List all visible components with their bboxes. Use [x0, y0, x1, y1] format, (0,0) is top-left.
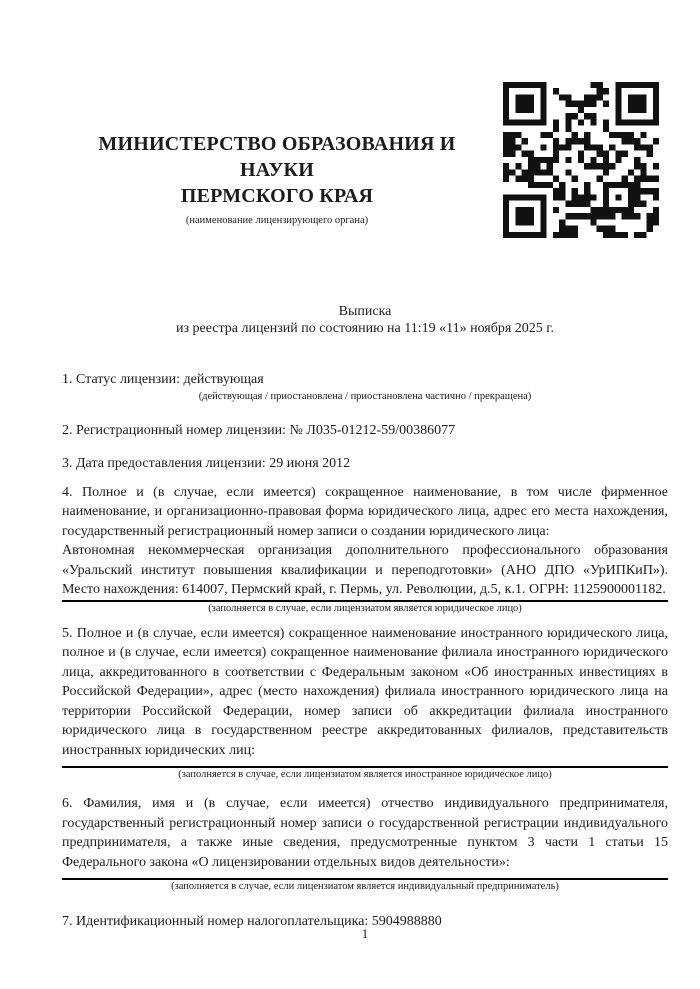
ministry-name-line2: ПЕРМСКОГО КРАЯ — [180, 185, 374, 207]
item-license-grant-date — [62, 454, 668, 474]
qr-code — [503, 82, 659, 238]
taxpayer-id-text: 7. Идентификационный номер налогоплательщика: 5904988880 — [62, 914, 442, 929]
title-line2: из реестра лицензий по состоянию на 11:19 «11» ноября 2025 г. — [176, 321, 554, 336]
item-license-status — [62, 370, 668, 403]
item-individual-entrepreneur-details — [62, 794, 668, 893]
license-grant-date-text: 3. Дата предоставления лицензии: 29 июня 2012 — [62, 456, 351, 471]
legal-entity-answer: Автономная некоммерческая организация дополнительного профессионального образования «Уральский институт повышения квалификации и переподготовки» (АНО ДПО «УрИПКиП»). Место нахождения: 614007, Пермский край, г. Пермь, ул. Революции, д.5, к.1. ОГРН: 1125900001182. — [62, 543, 668, 597]
qr-code-image — [503, 82, 659, 238]
foreign-entity-note: (заполняется в случае, если лицензиатом является иностранное юридическое лицо) — [178, 769, 552, 780]
legal-entity-question: 4. Полное и (в случае, если имеется) сокращенное наименование, в том числе фирменное наименование, и организационно-правовая форма юридического лица, адрес его места нахождения, государственный регистрационный номер записи о создании юридического лица: — [62, 484, 668, 539]
licensing-authority-header — [62, 131, 492, 227]
registration-number-text: 2. Регистрационный номер лицензии: № Л035-01212-59/00386077 — [62, 422, 456, 438]
document-body — [62, 303, 668, 932]
item-registration-number — [62, 421, 668, 441]
ministry-name-line1: МИНИСТЕРСТВО ОБРАЗОВАНИЯ И НАУКИ — [98, 133, 456, 181]
item-legal-entity-details — [62, 483, 668, 615]
legal-entity-note: (заполняется в случае, если лицензиатом является юридическое лицо) — [208, 602, 522, 614]
individual-entrepreneur-question: 6. Фамилия, имя и (в случае, если имеется) отчество индивидуального предпринимателя, государственный регистрационный номер записи о государственной регистрации индивидуального предпринимателя, а также иные сведения, предусмотренные пунктом 3 части 1 статьи 15 Федерального закона «О лицензировании отдельных видов деятельности»: — [62, 796, 668, 870]
individual-entrepreneur-note: (заполняется в случае, если лицензиатом является индивидуальный предприниматель) — [171, 881, 559, 892]
license-status-options-note: (действующая / приостановлена / приостановлена частично / прекращена) — [198, 390, 532, 402]
header-caption: (наименование лицензирующего органа) — [185, 215, 369, 226]
item-foreign-entity-details — [62, 624, 668, 782]
foreign-entity-question: 5. Полное и (в случае, если имеется) сокращенное наименование иностранного юридического лица, полное и (в случае, если имеется) сокращенное наименование филиала иностранного юридического лица, аккредитованного в соответствии с Федеральным законом «Об иностранных инвестициях в Российской Федерации», адрес (место нахождения) филиала иностранного юридического лица на территории Российской Федерации, номер записи об аккредитации филиала иностранного юридического лица в государственном реестре аккредитованных филиалов, представительств иностранных юридических лиц: — [62, 625, 668, 758]
license-status-text: 1. Статус лицензии: действующая — [62, 372, 264, 387]
page-number: 1 — [361, 926, 369, 941]
document-title — [62, 303, 668, 337]
title-line1: Выписка — [338, 304, 392, 319]
